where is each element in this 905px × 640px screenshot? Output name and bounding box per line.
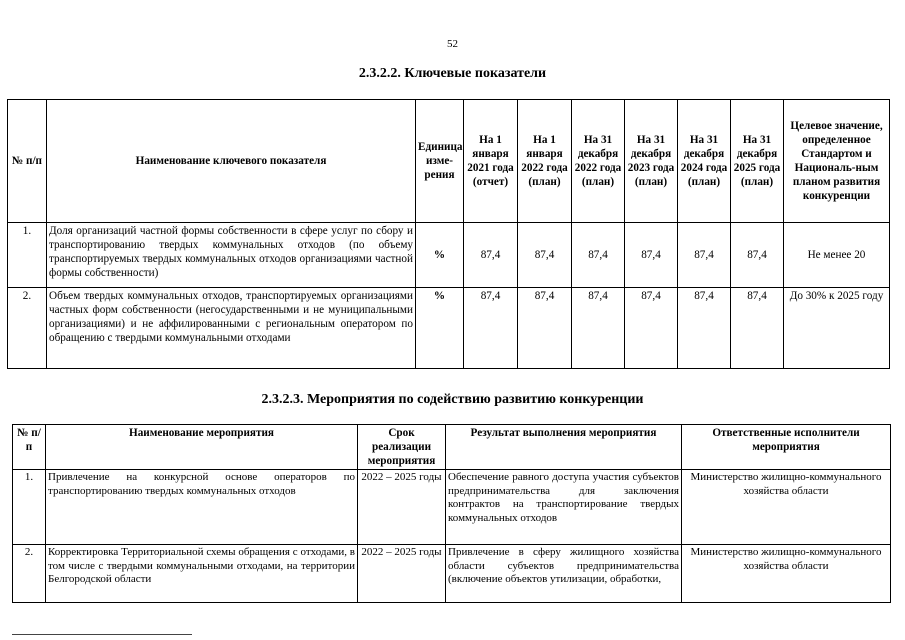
measure-name: Привлечение на конкурсной основе операторов по транспортированию твердых коммунальных отходов: [46, 470, 358, 545]
value-2021: 87,4: [464, 223, 518, 288]
value-2023: 87,4: [625, 223, 678, 288]
header-target: Целевое значение, определенное Стандартом и Националь-ным планом развития конкуренции: [784, 100, 890, 223]
value-2024: 87,4: [678, 223, 731, 288]
row-num: 2.: [13, 545, 46, 603]
measure-responsible: Министерство жилищно-коммунального хозяйства области: [682, 470, 891, 545]
header-row: [8, 100, 890, 223]
header-unit: Единица изме-рения: [416, 100, 464, 223]
table-row: [8, 223, 890, 288]
row-num: 2.: [8, 288, 47, 369]
target-value: До 30% к 2025 году: [784, 288, 890, 369]
footer-divider: [12, 634, 192, 635]
header-indicator-name: Наименование ключевого показателя: [47, 100, 416, 223]
unit: %: [416, 223, 464, 288]
value-2022-jan: 87,4: [518, 288, 572, 369]
header-result: Результат выполнения мероприятия: [446, 425, 682, 470]
measure-responsible: Министерство жилищно-коммунального хозяйства области: [682, 545, 891, 603]
header-row: [13, 425, 891, 470]
header-2022-jan: На 1 января 2022 года (план): [518, 100, 572, 223]
value-2022-dec: 87,4: [572, 288, 625, 369]
header-responsible: Ответственные исполнители мероприятия: [682, 425, 891, 470]
measures-table: [12, 424, 891, 603]
value-2025: 87,4: [731, 288, 784, 369]
value-2024: 87,4: [678, 288, 731, 369]
value-2022-jan: 87,4: [518, 223, 572, 288]
measure-name: Корректировка Территориальной схемы обращения с отходами, в том числе с твердыми коммунальными отходами, на территории Белгородской области: [46, 545, 358, 603]
header-2021: На 1 января 2021 года (отчет): [464, 100, 518, 223]
header-measure-name: Наименование мероприятия: [46, 425, 358, 470]
header-2025: На 31 декабря 2025 года (план): [731, 100, 784, 223]
measure-term: 2022 – 2025 годы: [358, 545, 446, 603]
page-number: 52: [447, 38, 458, 50]
row-num: 1.: [8, 223, 47, 288]
value-2022-dec: 87,4: [572, 223, 625, 288]
header-2024: На 31 декабря 2024 года (план): [678, 100, 731, 223]
measure-result: Обеспечение равного доступа участия субъектов предпринимательства для заключения контрактов на транспортирование твердых коммунальных отходов: [446, 470, 682, 545]
target-value: Не менее 20: [784, 223, 890, 288]
unit: %: [416, 288, 464, 369]
measure-term: 2022 – 2025 годы: [358, 470, 446, 545]
section-title-key-indicators: 2.3.2.2. Ключевые показатели: [358, 66, 547, 81]
header-2022-dec: На 31 декабря 2022 года (план): [572, 100, 625, 223]
value-2025: 87,4: [731, 223, 784, 288]
section-title-measures: 2.3.2.3. Мероприятия по содействию развитию конкуренции: [261, 392, 644, 407]
key-indicators-table: [7, 99, 890, 369]
table-row: [13, 470, 891, 545]
header-num: № п/п: [13, 425, 46, 470]
header-term: Срок реализации мероприятия: [358, 425, 446, 470]
value-2023: 87,4: [625, 288, 678, 369]
row-num: 1.: [13, 470, 46, 545]
indicator-name: Доля организаций частной формы собственности в сфере услуг по сбору и транспортированию твердых коммунальных отходов (по объему транспортируемых твердых коммунальных отходов организациями частной формы собственности): [47, 223, 416, 288]
table-row: [8, 288, 890, 369]
header-2023: На 31 декабря 2023 года (план): [625, 100, 678, 223]
header-num: № п/п: [8, 100, 47, 223]
measure-result: Привлечение в сферу жилищного хозяйства области субъектов предпринимательства (включение объектов утилизации, обработки,: [446, 545, 682, 603]
indicator-name: Объем твердых коммунальных отходов, транспортируемых организациями частных форм собственности (негосударственными и не муниципальными организациями) и не аффилированными с региональным оператором по обращению с твердыми коммунальными отходами: [47, 288, 416, 369]
value-2021: 87,4: [464, 288, 518, 369]
table-row: [13, 545, 891, 603]
